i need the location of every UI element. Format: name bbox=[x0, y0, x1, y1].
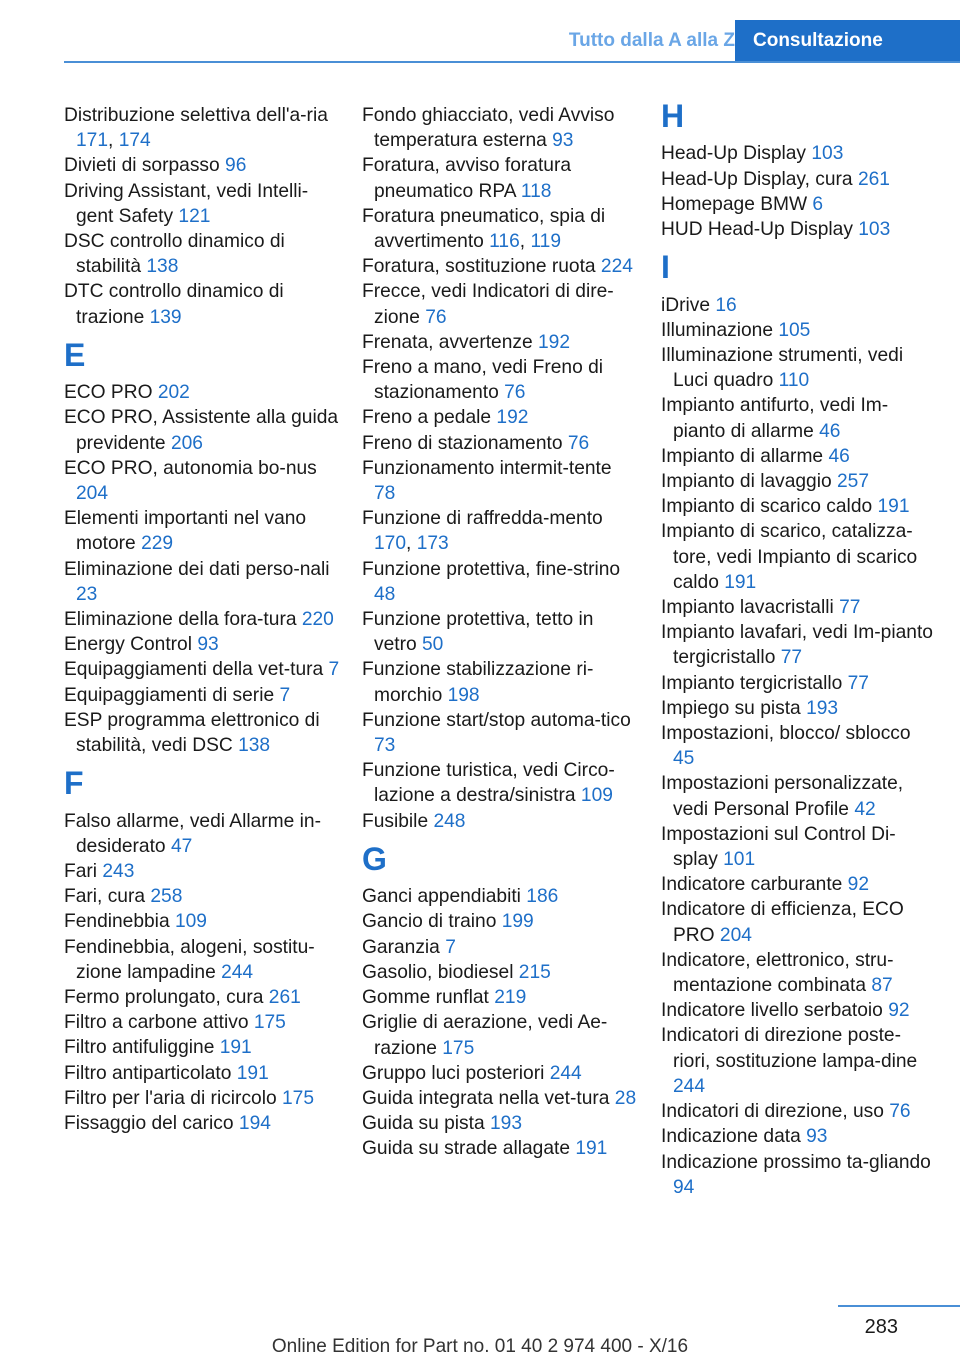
page-link[interactable]: 248 bbox=[433, 810, 466, 832]
index-entry-text: Indicazione data bbox=[661, 1126, 807, 1148]
index-entry-text: Fondo ghiacciato, vedi Avviso temperatura esterna bbox=[362, 105, 615, 152]
index-entry bbox=[64, 909, 340, 934]
index-entry-text: Indicatori di direzione poste-riori, sostituzione lampa-dine bbox=[661, 1025, 918, 1072]
index-entry bbox=[661, 444, 937, 469]
page-link[interactable]: 186 bbox=[526, 886, 559, 908]
header-rule bbox=[64, 61, 960, 63]
index-entry bbox=[64, 657, 340, 682]
index-entry-text: Falso allarme, vedi Allarme in-desiderato bbox=[64, 810, 321, 857]
index-entry bbox=[64, 1010, 340, 1035]
index-entry-text: Funzione protettiva, tetto in vetro bbox=[362, 609, 594, 656]
page-link[interactable]: 191 bbox=[236, 1062, 269, 1084]
index-entry bbox=[362, 960, 638, 985]
page-link[interactable]: 93 bbox=[552, 130, 574, 152]
index-entry bbox=[64, 103, 340, 153]
page-link[interactable]: 224 bbox=[600, 256, 633, 278]
index-entry bbox=[661, 771, 937, 821]
index-entry bbox=[64, 859, 340, 884]
index-entry-text: Indicatori di direzione, uso bbox=[661, 1101, 890, 1123]
index-entry-text: Fusibile bbox=[362, 810, 434, 832]
page-link[interactable]: 93 bbox=[806, 1126, 828, 1148]
index-entry bbox=[661, 998, 937, 1023]
index-entry bbox=[661, 519, 937, 595]
index-entry bbox=[362, 1086, 638, 1111]
index-entry bbox=[64, 179, 340, 229]
index-section-letter: I bbox=[661, 249, 670, 286]
page-link[interactable]: 139 bbox=[149, 306, 182, 328]
page-link[interactable]: 119 bbox=[530, 231, 562, 253]
chapter-tab[interactable]: Consultazione bbox=[735, 20, 960, 62]
page-link[interactable]: 138 bbox=[238, 735, 271, 757]
index-entry bbox=[362, 254, 638, 279]
index-entry-text: ECO PRO, Assistente alla guida previdente bbox=[64, 407, 339, 454]
page-link[interactable]: 28 bbox=[614, 1087, 637, 1109]
index-entry-text: Indicatore, elettronico, stru-mentazione combinata bbox=[661, 949, 894, 997]
index-entry bbox=[661, 192, 937, 217]
page-link[interactable]: 92 bbox=[847, 874, 870, 896]
page-link[interactable]: 138 bbox=[146, 256, 179, 278]
page-link[interactable]: 92 bbox=[888, 1000, 910, 1022]
index-entry-text: Fendinebbia, alogeni, sostitu-zione lampadine bbox=[64, 936, 315, 983]
page-link[interactable]: 261 bbox=[857, 168, 890, 190]
index-entry bbox=[64, 279, 340, 329]
index-entry-text: Energy Control bbox=[64, 634, 198, 656]
index-entry-text: Filtro per l'aria di ricircolo bbox=[64, 1087, 282, 1109]
index-entry bbox=[64, 607, 340, 632]
index-entry-text: Gasolio, biodiesel bbox=[362, 961, 519, 983]
index-entry bbox=[362, 1136, 638, 1161]
page-link[interactable]: 105 bbox=[778, 319, 811, 341]
page-link[interactable]: 42 bbox=[854, 798, 876, 820]
page-link[interactable]: 46 bbox=[828, 445, 850, 467]
index-entry-text: Fermo prolungato, cura bbox=[64, 987, 269, 1009]
page-link[interactable]: 175 bbox=[442, 1037, 475, 1059]
index-entry bbox=[64, 884, 340, 909]
index-entry-text: ESP programma elettronico di stabilità, vedi DSC bbox=[64, 709, 320, 757]
index-entry bbox=[64, 1086, 340, 1111]
index-entry-text: Gancio di traino bbox=[362, 911, 502, 933]
index-entry bbox=[362, 279, 638, 329]
page-link[interactable]: 192 bbox=[537, 331, 570, 353]
page-link[interactable]: 204 bbox=[76, 483, 109, 505]
page-link[interactable]: 191 bbox=[724, 571, 757, 593]
page-separator: , bbox=[108, 130, 119, 152]
index-entry-text: Freno di stazionamento bbox=[362, 432, 568, 454]
index-entry bbox=[362, 985, 638, 1010]
page-link[interactable]: 77 bbox=[780, 647, 803, 669]
page-link[interactable]: 23 bbox=[76, 583, 98, 605]
index-entry bbox=[64, 380, 340, 405]
index-entry-text: Head-Up Display, cura bbox=[661, 168, 858, 190]
page-link[interactable]: 193 bbox=[806, 697, 839, 719]
page-link[interactable]: 175 bbox=[281, 1087, 314, 1109]
index-entry bbox=[661, 620, 937, 670]
index-entry-text: Garanzia bbox=[362, 936, 446, 958]
page-link[interactable]: 202 bbox=[157, 382, 190, 404]
index-entry-text: Fari bbox=[64, 861, 103, 883]
index-entry-text: Funzione stabilizzazione ri-morchio bbox=[362, 659, 594, 706]
index-entry bbox=[661, 343, 937, 393]
index-entry-text: Funzione di raffredda-mento bbox=[362, 508, 603, 530]
page-link[interactable]: 73 bbox=[374, 735, 396, 757]
page-link[interactable]: 50 bbox=[422, 634, 444, 656]
index-entry-text: DTC controllo dinamico di trazione bbox=[64, 281, 284, 328]
index-entry-text: Freno a mano, vedi Freno di stazionamento bbox=[362, 357, 604, 404]
index-entry bbox=[64, 683, 340, 708]
page-link[interactable]: 76 bbox=[425, 306, 447, 328]
index-entry-text: Foratura, sostituzione ruota bbox=[362, 256, 601, 278]
index-entry bbox=[362, 758, 638, 808]
index-entry-text: Eliminazione della fora-tura bbox=[64, 609, 302, 631]
index-entry bbox=[661, 671, 937, 696]
index-entry bbox=[661, 721, 937, 771]
index-entry-text: Funzione protettiva, fine-strino bbox=[362, 558, 621, 580]
page-link[interactable]: 76 bbox=[889, 1101, 911, 1123]
index-entry bbox=[362, 405, 638, 430]
page-header bbox=[0, 20, 960, 64]
index-entry bbox=[64, 557, 340, 607]
index-entry bbox=[362, 355, 638, 405]
index-entry-text: Illuminazione strumenti, vedi Luci quadro bbox=[661, 345, 904, 392]
index-entry bbox=[64, 632, 340, 657]
index-entry bbox=[362, 657, 638, 707]
index-entry-text: Equipaggiamenti di serie bbox=[64, 684, 280, 706]
index-entry-text: Illuminazione bbox=[661, 319, 779, 341]
index-entry-text: Impostazioni personalizzate, vedi Personal Profile bbox=[661, 773, 904, 820]
index-entry bbox=[64, 708, 340, 758]
page-link[interactable]: 48 bbox=[374, 583, 396, 605]
page-link[interactable]: 118 bbox=[520, 180, 552, 202]
index-entry bbox=[64, 1061, 340, 1086]
page-link[interactable]: 77 bbox=[839, 597, 861, 619]
index-entry bbox=[661, 696, 937, 721]
page-link[interactable]: 204 bbox=[719, 924, 752, 946]
index-entry bbox=[64, 1111, 340, 1136]
page-link[interactable]: 199 bbox=[501, 911, 534, 933]
page-link[interactable]: 7 bbox=[328, 659, 340, 681]
index-entry-text: Gomme runflat bbox=[362, 987, 495, 1009]
index-entry-text: Impostazioni sul Control Di-splay bbox=[661, 823, 896, 871]
index-entry-text: Impianto tergicristallo bbox=[661, 672, 848, 694]
page-link[interactable]: 103 bbox=[811, 143, 844, 165]
page-link[interactable]: 93 bbox=[197, 634, 219, 656]
edition-note: Online Edition for Part no. 01 40 2 974 400 - X/16 bbox=[271, 1336, 689, 1357]
index-entry bbox=[661, 595, 937, 620]
index-entry bbox=[362, 1111, 638, 1136]
page-link[interactable]: 94 bbox=[673, 1176, 695, 1198]
page-link[interactable]: 258 bbox=[150, 886, 183, 908]
page-link[interactable]: 76 bbox=[504, 382, 526, 404]
index-entry-text: Impianto di scarico, catalizza-tore, vedi Impianto di scarico caldo bbox=[661, 521, 918, 593]
page-link[interactable]: 173 bbox=[416, 533, 449, 555]
page-link[interactable]: 220 bbox=[301, 609, 334, 631]
index-entry bbox=[362, 506, 638, 556]
index-entry bbox=[362, 431, 638, 456]
index-entry bbox=[362, 607, 638, 657]
index-entry-text: Eliminazione dei dati perso-nali bbox=[64, 558, 330, 580]
index-entry bbox=[661, 1124, 937, 1149]
index-entry bbox=[362, 1010, 638, 1060]
page-link[interactable]: 45 bbox=[673, 748, 695, 770]
index-entry-text: ECO PRO, autonomia bo-nus bbox=[64, 457, 317, 479]
index-entry-text: Impianto lavacristalli bbox=[661, 597, 840, 619]
index-entry-text: Guida integrata nella vet-tura bbox=[362, 1087, 615, 1109]
page-link[interactable]: 244 bbox=[549, 1062, 582, 1084]
index-entry-text: Impiego su pista bbox=[661, 697, 807, 719]
index-entry-text: Driving Assistant, vedi Intelli-gent Safety bbox=[64, 180, 309, 227]
index-entry bbox=[362, 153, 638, 203]
index-entry bbox=[661, 897, 937, 947]
index-column-1 bbox=[64, 103, 340, 1136]
index-entry-text: DSC controllo dinamico di stabilità bbox=[64, 231, 285, 278]
index-entry bbox=[661, 872, 937, 897]
index-entry-text: Guida su strade allagate bbox=[362, 1138, 576, 1160]
index-entry bbox=[362, 456, 638, 506]
index-entry bbox=[64, 506, 340, 556]
index-entry-text: Impianto di scarico caldo bbox=[661, 496, 878, 518]
index-entry bbox=[362, 935, 638, 960]
index-entry bbox=[64, 809, 340, 859]
page-link[interactable]: 47 bbox=[170, 835, 193, 857]
index-entry bbox=[362, 708, 638, 758]
page-link[interactable]: 229 bbox=[141, 533, 174, 555]
index-entry bbox=[64, 229, 340, 279]
index-entry bbox=[661, 318, 937, 343]
index-entry-text: Impianto antifurto, vedi Im-pianto di allarme bbox=[661, 395, 889, 442]
index-entry-text: Impianto lavafari, vedi Im-pianto tergicristallo bbox=[661, 622, 933, 669]
index-entry bbox=[661, 167, 937, 192]
index-entry bbox=[64, 1035, 340, 1060]
index-entry-text: Filtro antiparticolato bbox=[64, 1062, 237, 1084]
page-link[interactable]: 77 bbox=[847, 672, 869, 694]
page-link[interactable]: 194 bbox=[238, 1113, 271, 1135]
page-link[interactable]: 109 bbox=[580, 785, 613, 807]
index-entry-text: Indicatore carburante bbox=[661, 874, 848, 896]
page-link[interactable]: 76 bbox=[567, 432, 590, 454]
page-separator: , bbox=[519, 231, 531, 253]
index-entry-text: Foratura pneumatico, spia di avvertimento bbox=[362, 205, 606, 253]
index-entry-text: iDrive bbox=[661, 294, 716, 316]
page-link[interactable]: 7 bbox=[445, 936, 456, 958]
index-entry bbox=[362, 909, 638, 934]
page-link[interactable]: 191 bbox=[877, 496, 910, 518]
page-link[interactable]: 96 bbox=[225, 155, 247, 177]
index-entry-text: Indicatore di efficienza, ECO PRO bbox=[661, 899, 904, 946]
page-link[interactable]: 16 bbox=[715, 294, 737, 316]
page-link[interactable]: 78 bbox=[374, 483, 396, 505]
index-entry bbox=[362, 103, 638, 153]
index-entry-text: Guida su pista bbox=[362, 1113, 490, 1135]
index-entry bbox=[362, 557, 638, 607]
index-section-letter: G bbox=[362, 840, 387, 877]
index-entry bbox=[64, 153, 340, 178]
page-link[interactable]: 101 bbox=[723, 849, 756, 871]
index-entry-text: Freno a pedale bbox=[362, 407, 497, 429]
index-entry-text: Ganci appendiabiti bbox=[362, 886, 527, 908]
index-entry bbox=[362, 884, 638, 909]
index-column-3 bbox=[661, 98, 937, 1200]
page-link[interactable]: 175 bbox=[253, 1012, 286, 1034]
page-link[interactable]: 109 bbox=[174, 911, 207, 933]
index-entry bbox=[661, 1099, 937, 1124]
page-link[interactable]: 171 bbox=[76, 130, 109, 152]
page-link[interactable]: 243 bbox=[102, 861, 135, 883]
index-entry-text: Equipaggiamenti della vet-tura bbox=[64, 659, 329, 681]
index-entry bbox=[661, 293, 937, 318]
index-entry bbox=[362, 809, 638, 834]
page-link[interactable]: 121 bbox=[178, 205, 211, 227]
section-title: Tutto dalla A alla Z bbox=[568, 30, 735, 51]
page-link[interactable]: 103 bbox=[858, 219, 891, 240]
page-link[interactable]: 174 bbox=[118, 130, 151, 152]
index-entry-text: Fari, cura bbox=[64, 886, 151, 908]
page-separator: , bbox=[406, 533, 417, 555]
index-entry bbox=[64, 935, 340, 985]
index-entry-text: Funzione start/stop automa-tico bbox=[362, 709, 631, 731]
page-link[interactable]: 170 bbox=[374, 533, 407, 555]
index-entry bbox=[362, 204, 638, 254]
index-entry-text: Foratura, avviso foratura pneumatico RPA bbox=[362, 155, 572, 202]
page-link[interactable]: 116 bbox=[489, 231, 520, 253]
index-entry bbox=[661, 141, 937, 166]
index-section-letter: E bbox=[64, 336, 86, 373]
index-entry bbox=[362, 330, 638, 355]
index-entry-text: Funzionamento intermit-tente bbox=[362, 457, 612, 479]
index-entry bbox=[661, 393, 937, 443]
page-link[interactable]: 6 bbox=[812, 193, 824, 215]
page-link[interactable]: 257 bbox=[837, 471, 870, 493]
index-entry-text: Homepage BMW bbox=[661, 193, 813, 215]
page-link[interactable]: 261 bbox=[268, 987, 301, 1009]
page-link[interactable]: 191 bbox=[219, 1037, 252, 1059]
index-entry-text: Frecce, vedi Indicatori di dire-zione bbox=[362, 281, 614, 328]
index-entry-text: Gruppo luci posteriori bbox=[362, 1062, 550, 1084]
index-entry-text: Filtro antifuliggine bbox=[64, 1037, 220, 1059]
index-entry-text: Fendinebbia bbox=[64, 911, 175, 933]
page-link[interactable]: 244 bbox=[673, 1075, 706, 1097]
index-section-letter: F bbox=[64, 765, 84, 802]
index-entry-text: Funzione turistica, vedi Circo-lazione a destra/sinistra bbox=[362, 760, 615, 807]
page-link[interactable]: 193 bbox=[490, 1113, 523, 1135]
index-entry-text: Filtro a carbone attivo bbox=[64, 1012, 254, 1034]
page-link[interactable]: 244 bbox=[221, 961, 254, 983]
index-entry-text: HUD Head-Up Display bbox=[661, 219, 859, 240]
index-entry-text: Impostazioni, blocco/ sblocco bbox=[661, 723, 911, 745]
index-entry bbox=[661, 217, 937, 242]
index-entry bbox=[661, 1150, 937, 1200]
page-number: 283 bbox=[864, 1316, 898, 1338]
index-entry bbox=[64, 405, 340, 455]
index-entry bbox=[362, 1061, 638, 1086]
page-link[interactable]: 198 bbox=[447, 684, 480, 706]
index-entry-text: Frenata, avvertenze bbox=[362, 331, 538, 353]
page-link[interactable]: 110 bbox=[778, 370, 810, 392]
index-entry-text: Head-Up Display bbox=[661, 143, 812, 165]
page-link[interactable]: 87 bbox=[871, 975, 893, 997]
index-entry-text: Griglie di aerazione, vedi Ae-razione bbox=[362, 1012, 608, 1059]
page-link[interactable]: 46 bbox=[819, 420, 841, 442]
page-link[interactable]: 219 bbox=[494, 987, 527, 1009]
page-link[interactable]: 206 bbox=[170, 432, 203, 454]
index-column-2 bbox=[362, 103, 638, 1162]
page-link[interactable]: 7 bbox=[279, 684, 291, 706]
index-entry-text: ECO PRO bbox=[64, 382, 158, 404]
index-entry-text: Fissaggio del carico bbox=[64, 1113, 239, 1135]
index-entry-text: Indicatore livello serbatoio bbox=[661, 1000, 889, 1022]
index-entry-text: Indicazione prossimo ta-gliando bbox=[661, 1151, 931, 1173]
index-entry bbox=[661, 948, 937, 998]
index-entry-text: Impianto di lavaggio bbox=[661, 471, 837, 493]
index-entry bbox=[661, 469, 937, 494]
page-link[interactable]: 215 bbox=[518, 961, 551, 983]
index-entry bbox=[64, 985, 340, 1010]
page-link[interactable]: 192 bbox=[496, 407, 529, 429]
index-section-letter: H bbox=[661, 98, 685, 134]
index-entry bbox=[661, 1023, 937, 1099]
page-link[interactable]: 191 bbox=[575, 1138, 608, 1160]
index-entry bbox=[661, 494, 937, 519]
index-entry bbox=[661, 822, 937, 872]
index-entry-text: Impianto di allarme bbox=[661, 445, 829, 467]
index-entry-text: Elementi importanti nel vano motore bbox=[64, 508, 307, 555]
footer-rule bbox=[838, 1305, 960, 1307]
index-entry-text: Distribuzione selettiva dell'a-ria bbox=[64, 105, 328, 126]
index-entry-text: Divieti di sorpasso bbox=[64, 155, 226, 177]
index-entry bbox=[64, 456, 340, 506]
